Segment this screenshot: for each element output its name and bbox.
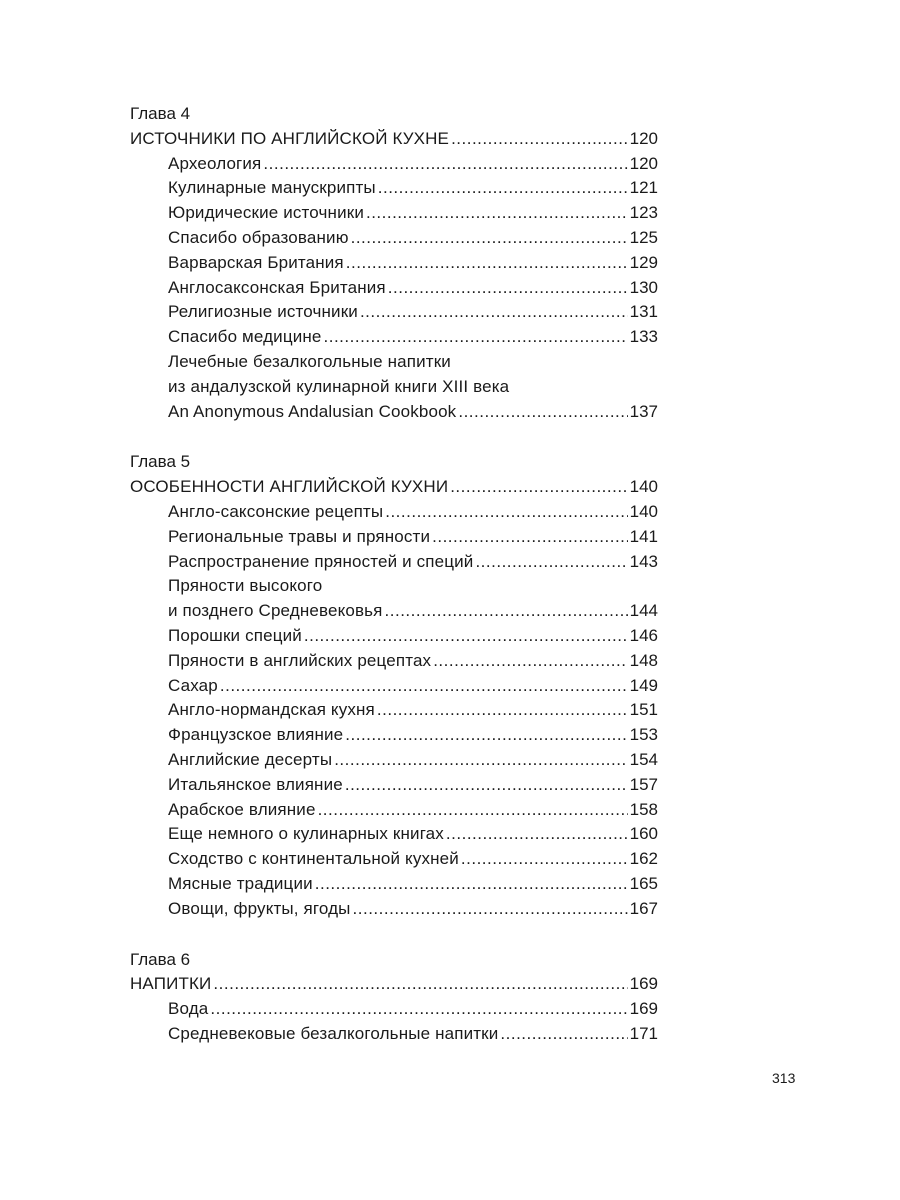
toc-entry[interactable] <box>130 325 658 350</box>
page-ref: 169 <box>629 999 658 1019</box>
page-ref: 141 <box>629 526 658 546</box>
toc-entry[interactable] <box>130 897 658 922</box>
entry-title: Археология <box>168 153 262 173</box>
page-ref: 151 <box>629 700 658 720</box>
toc-entry[interactable] <box>130 152 658 177</box>
toc-entry[interactable] <box>130 723 658 748</box>
toc-entry[interactable] <box>130 176 658 201</box>
page-ref: 171 <box>629 1023 658 1043</box>
entry-title: Спасибо образованию <box>168 227 349 247</box>
dot-leader <box>475 550 627 575</box>
entry-title: Итальянское влияние <box>168 774 343 794</box>
toc-entry[interactable] <box>130 649 658 674</box>
page-ref: 149 <box>629 675 658 695</box>
dot-leader <box>500 1022 627 1047</box>
entry-title: и позднего Средневековья <box>168 601 383 621</box>
entry-title: Англо-саксонские рецепты <box>168 501 384 521</box>
page-ref: 144 <box>629 601 658 621</box>
toc-entry[interactable] <box>130 375 658 400</box>
entry-title: Французское влияние <box>168 725 344 745</box>
dot-leader <box>378 176 628 201</box>
dot-leader <box>263 152 627 177</box>
entry-title: Арабское влияние <box>168 799 316 819</box>
page-ref: 154 <box>629 749 658 769</box>
page-number: 313 <box>772 1070 796 1086</box>
toc-entry[interactable] <box>130 798 658 823</box>
dot-leader <box>432 525 627 550</box>
chapter-title: ИСТОЧНИКИ ПО АНГЛИЙСКОЙ КУХНЕ <box>130 128 450 148</box>
dot-leader <box>324 325 628 350</box>
entry-title: Распространение пряностей и специй <box>168 551 474 571</box>
page-ref: 140 <box>629 477 658 497</box>
entry-title: Юридические источники <box>168 203 364 223</box>
page-ref: 131 <box>629 302 658 322</box>
page-ref: 167 <box>629 898 658 918</box>
entry-title: Овощи, фрукты, ягоды <box>168 898 351 918</box>
entry-title: Региональные травы и пряности <box>168 526 431 546</box>
dot-leader <box>377 698 628 723</box>
toc-entry[interactable] <box>130 300 658 325</box>
toc-entry[interactable] <box>130 550 658 575</box>
dot-leader <box>345 773 628 798</box>
toc-entry[interactable] <box>130 674 658 699</box>
entry-title: Мясные традиции <box>168 873 313 893</box>
page-ref: 143 <box>629 551 658 571</box>
page-ref: 121 <box>629 178 658 198</box>
page-ref: 157 <box>629 774 658 794</box>
entry-title: Спасибо медицине <box>168 327 322 347</box>
page-ref: 130 <box>629 277 658 297</box>
dot-leader <box>461 847 628 872</box>
toc-entry[interactable] <box>130 1022 658 1047</box>
dot-leader <box>388 276 628 301</box>
dot-leader <box>450 475 627 500</box>
dot-leader <box>451 127 628 152</box>
entry-title: из андалузской кулинарной книги XIII века <box>168 376 510 396</box>
dot-leader <box>366 201 628 226</box>
page-ref: 123 <box>629 203 658 223</box>
entry-title: Англосаксонская Британия <box>168 277 386 297</box>
dot-leader <box>213 972 627 997</box>
page-ref: 146 <box>629 625 658 645</box>
toc-entry[interactable] <box>130 599 658 624</box>
entry-title: Лечебные безалкогольные напитки <box>168 351 451 371</box>
entry-title: Английские десерты <box>168 749 333 769</box>
toc-entry[interactable] <box>130 847 658 872</box>
chapter-title-entry[interactable] <box>130 475 658 500</box>
chapter-label: Глава 5 <box>130 452 191 472</box>
dot-leader <box>446 822 628 847</box>
page-ref: 160 <box>629 824 658 844</box>
entry-title: An Anonymous Andalusian Cookbook <box>168 401 457 421</box>
entry-title: Вода <box>168 999 209 1019</box>
toc-entry[interactable] <box>130 400 658 425</box>
entry-title: Сахар <box>168 675 218 695</box>
dot-leader <box>210 997 627 1022</box>
page-ref: 120 <box>629 128 658 148</box>
toc-entry[interactable] <box>130 350 658 375</box>
dot-leader <box>433 649 627 674</box>
toc-entry[interactable] <box>130 525 658 550</box>
entry-title: Кулинарные манускрипты <box>168 178 376 198</box>
page-ref: 133 <box>629 327 658 347</box>
dot-leader <box>351 226 628 251</box>
page-ref: 120 <box>629 153 658 173</box>
toc-entry[interactable] <box>130 574 658 599</box>
page-ref: 140 <box>629 501 658 521</box>
chapter-title-entry[interactable] <box>130 972 658 997</box>
toc-entry[interactable] <box>130 276 658 301</box>
chapter-title: НАПИТКИ <box>130 974 212 994</box>
toc-entry[interactable] <box>130 226 658 251</box>
page-ref: 158 <box>629 799 658 819</box>
toc-entry[interactable] <box>130 251 658 276</box>
dot-leader <box>220 674 628 699</box>
entry-title: Пряности высокого <box>168 576 323 596</box>
dot-leader <box>353 897 628 922</box>
toc-entry[interactable] <box>130 822 658 847</box>
dot-leader <box>315 872 628 897</box>
chapter-block <box>130 450 658 921</box>
entry-title: Еще немного о кулинарных книгах <box>168 824 444 844</box>
entry-title: Пряности в английских рецептах <box>168 650 432 670</box>
page-ref: 153 <box>629 725 658 745</box>
toc-entry[interactable] <box>130 624 658 649</box>
dot-leader <box>346 251 628 276</box>
page-ref: 129 <box>629 252 658 272</box>
entry-title: Порошки специй <box>168 625 302 645</box>
entry-title: Сходство с континентальной кухней <box>168 849 459 869</box>
toc-entry[interactable] <box>130 997 658 1022</box>
dot-leader <box>334 748 627 773</box>
entry-title: Варварская Британия <box>168 252 344 272</box>
toc-entry[interactable] <box>130 698 658 723</box>
toc-entry[interactable] <box>130 748 658 773</box>
dot-leader <box>458 400 627 425</box>
toc-entry[interactable] <box>130 201 658 226</box>
chapter-label: Глава 4 <box>130 104 191 123</box>
entry-title: Средневековые безалкогольные напитки <box>168 1023 499 1043</box>
entry-title: Англо-нормандская кухня <box>168 700 375 720</box>
dot-leader <box>385 599 628 624</box>
chapter-label: Глава 6 <box>130 949 191 969</box>
page-ref: 125 <box>629 227 658 247</box>
dot-leader <box>345 723 627 748</box>
page-ref: 165 <box>629 873 658 893</box>
chapter-block <box>130 102 658 424</box>
page-ref: 148 <box>629 650 658 670</box>
page-ref: 169 <box>629 974 658 994</box>
dot-leader <box>318 798 628 823</box>
toc-entry[interactable] <box>130 500 658 525</box>
chapter-block <box>130 948 658 1047</box>
toc-entry[interactable] <box>130 872 658 897</box>
chapter-title-entry[interactable] <box>130 127 658 152</box>
dot-leader <box>360 300 628 325</box>
dot-leader <box>304 624 628 649</box>
page-ref: 162 <box>629 849 658 869</box>
page-ref: 137 <box>629 401 658 421</box>
chapter-title: ОСОБЕННОСТИ АНГЛИЙСКОЙ КУХНИ <box>130 477 449 497</box>
dot-leader <box>385 500 627 525</box>
entry-title: Религиозные источники <box>168 302 358 322</box>
table-of-contents <box>130 102 658 1073</box>
toc-entry[interactable] <box>130 773 658 798</box>
